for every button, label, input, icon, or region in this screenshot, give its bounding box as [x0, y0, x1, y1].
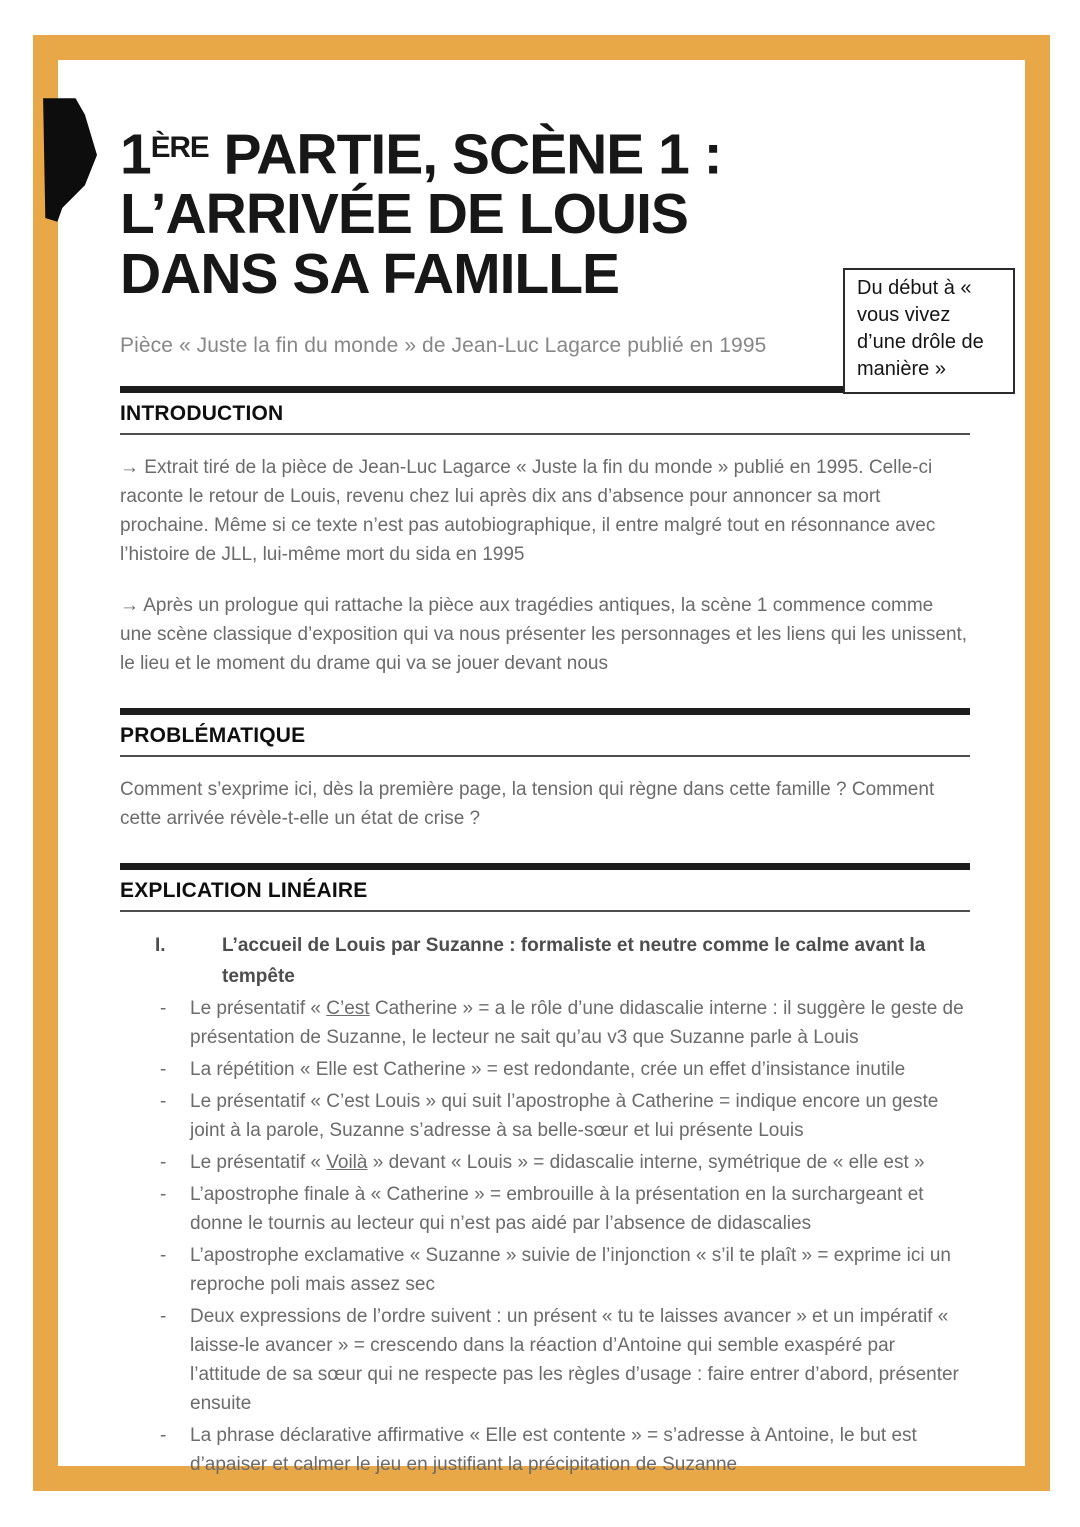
section-introduction: [120, 386, 970, 678]
bullet-marker: -: [160, 1306, 167, 1328]
section-heading-problematique: PROBLÉMATIQUE: [120, 724, 306, 748]
outline-heading-text: L’accueil de Louis par Suzanne : formaliste et neutre comme le calme avant la tempête: [222, 935, 926, 988]
title-line-1: 1ÈRE PARTIE, SCÈNE 1 :: [120, 122, 722, 187]
bullet-text: Deux expressions de l’ordre suivent : un présent « tu te laisses avancer » et un impératif « laisse-le avancer » = crescendo dans la réaction d’Antoine qui semble exaspéré par l’attitude de sa sœur qui ne respecte pas les règles d’usage : faire entrer d’abord, présenter ensuite: [190, 1306, 959, 1415]
section-rule: [120, 433, 970, 435]
bullet-item: [120, 994, 970, 1052]
bullet-marker: -: [160, 1091, 167, 1113]
problematique-paragraph: Comment s’exprime ici, dès la première page, la tension qui règne dans cette famille ? Comment cette arrivée révèle-t-elle un état de crise ?: [120, 779, 935, 830]
bullet-item: [120, 1241, 970, 1299]
bullet-item: [120, 1148, 970, 1177]
section-heading-introduction: INTRODUCTION: [120, 402, 284, 426]
section-explication-lineaire: [120, 863, 970, 1479]
title-ordinal: ÈRE: [150, 131, 209, 164]
section-top-bar: [120, 863, 970, 870]
outline-number: I.: [155, 935, 166, 957]
bullet-text: La phrase déclarative affirmative « Elle est contente » = s’adresse à Antoine, le but est d’apaiser et calmer le jeu en justifiant la précipitation de Suzanne: [190, 1425, 917, 1476]
section-top-bar: [120, 708, 970, 715]
bullet-text: La répétition « Elle est Catherine » = est redondante, crée un effet d’insistance inutile: [190, 1059, 906, 1081]
bullet-item: [120, 1055, 970, 1084]
scope-note-text: Du début à « vous vivez d’une drôle de manière »: [857, 277, 984, 380]
bullet-item: [120, 1087, 970, 1145]
scope-note-box: [843, 268, 1015, 394]
bullet-marker: -: [160, 1059, 167, 1081]
section-heading-explication: EXPLICATION LINÉAIRE: [120, 879, 368, 903]
bullet-text: Le présentatif « C’est Louis » qui suit l’apostrophe à Catherine = indique encore un geste joint à la parole, Suzanne s’adresse à sa belle-sœur et lui présente Louis: [190, 1091, 939, 1142]
bullet-text: Le présentatif « Voilà » devant « Louis » = didascalie interne, symétrique de « elle est »: [190, 1152, 925, 1174]
bullet-item: [120, 1421, 970, 1479]
bullet-item: [120, 1302, 970, 1418]
outline-heading: [120, 930, 970, 992]
bullet-text: Le présentatif « C’est Catherine » = a le rôle d’une didascalie interne : il suggère le geste de présentation de Suzanne, le lecteur ne sait qu’au v3 que Suzanne parle à Louis: [190, 998, 964, 1049]
bullet-marker: -: [160, 1152, 167, 1174]
bullet-item: [120, 1180, 970, 1238]
title-line-3: DANS SA FAMILLE: [120, 242, 620, 307]
bullet-marker: -: [160, 1425, 167, 1447]
bullet-text: L’apostrophe finale à « Catherine » = embrouille à la présentation en la surchargeant et donne le tournis au lecteur qui n’est pas aidé par l’absence de didascalies: [190, 1184, 924, 1235]
bullet-marker: -: [160, 1245, 167, 1267]
intro-paragraph-1: → Extrait tiré de la pièce de Jean-Luc Lagarce « Juste la fin du monde » publié en 1995. Celle-ci raconte le retour de Louis, revenu chez lui après dix ans d’absence pour annoncer sa mort prochaine. Même si ce texte n’est pas autobiographique, il entre malgré tout en résonnance avec l’histoire de JLL, lui-même mort du sida en 1995: [120, 457, 936, 566]
section-rule: [120, 755, 970, 757]
section-problematique: [120, 708, 970, 833]
bullet-marker: -: [160, 998, 167, 1020]
bullet-text: L’apostrophe exclamative « Suzanne » suivie de l’injonction « s’il te plaît » = exprime ici un reproche poli mais assez sec: [190, 1245, 951, 1296]
bullet-marker: -: [160, 1184, 167, 1206]
bullet-list: [120, 994, 970, 1479]
section-rule: [120, 910, 970, 912]
title-line-2: L’ARRIVÉE DE LOUIS: [120, 182, 688, 247]
intro-paragraph-2: → Après un prologue qui rattache la pièce aux tragédies antiques, la scène 1 commence comme une scène classique d’exposition qui va nous présenter les personnages et les liens qui les unissent, le lieu et le moment du drame qui va se jouer devant nous: [120, 595, 968, 675]
subtitle: Pièce « Juste la fin du monde » de Jean-Luc Lagarce publié en 1995: [120, 334, 767, 358]
